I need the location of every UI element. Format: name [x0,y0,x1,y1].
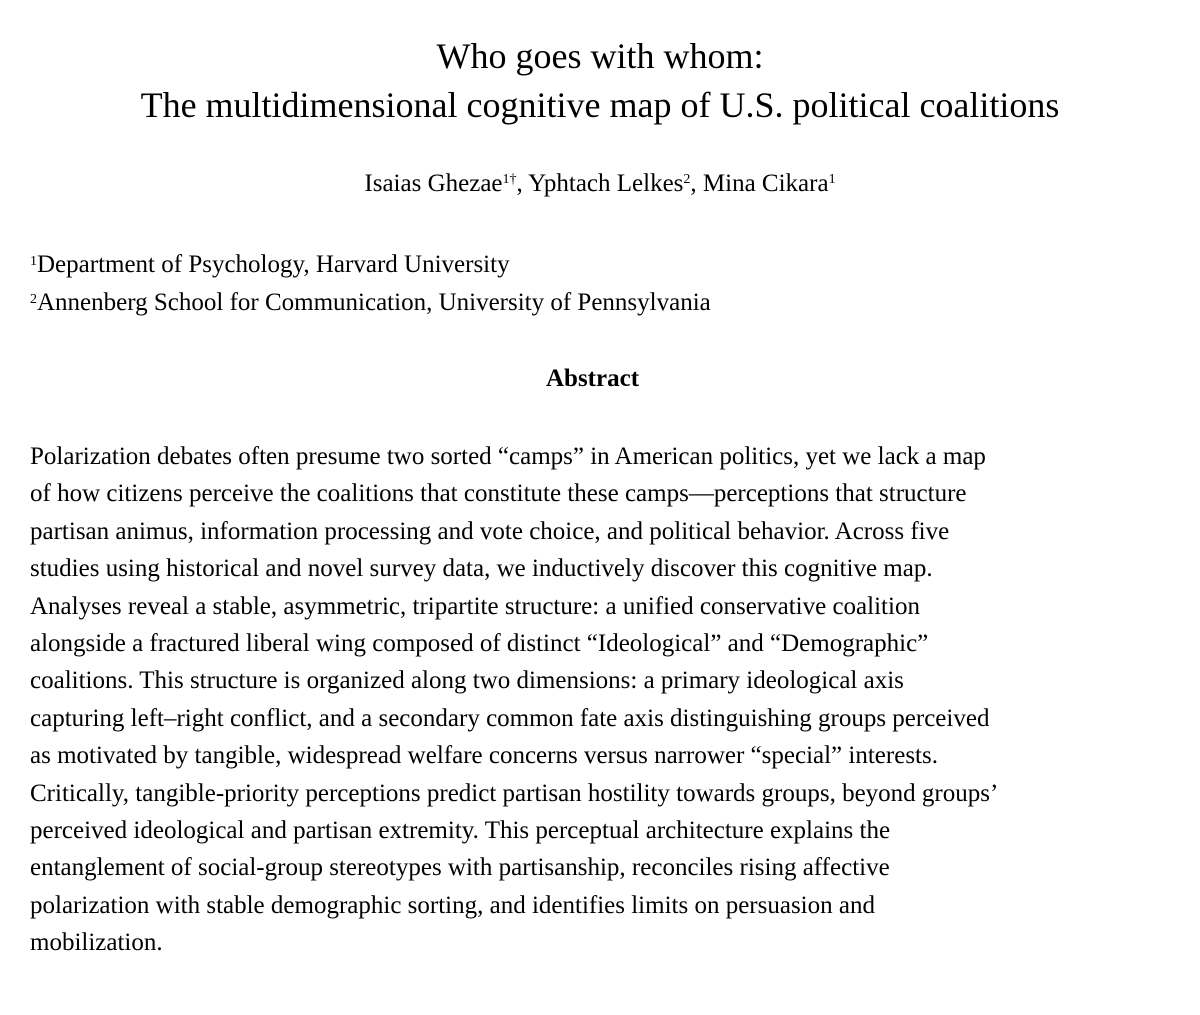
affiliation-mark: 1 [30,254,37,269]
author-name: Yphtach Lelkes [528,170,684,197]
author-affiliation-mark: 1 [828,172,836,187]
author-name: Mina Cikara [702,170,829,197]
author-name: Isaias Ghezae [364,170,503,197]
abstract-heading: Abstract [545,365,640,392]
author-separator: , [516,170,529,197]
affiliation-2 [30,286,711,320]
abstract-body [30,438,1180,961]
abstract-line: coalitions. This structure is organized along two dimensions: a primary ideological axis [30,667,904,695]
paper-title-line-2: The multidimensional cognitive map of U.S. political coalitions [140,85,1060,125]
abstract-line: Polarization debates often presume two sorted “camps” in American politics, yet we lack a map [30,443,986,470]
abstract-line: mobilization. [30,929,163,957]
author-list [0,168,1200,200]
abstract-line: entanglement of social-group stereotypes with partisanship, reconciles rising affective [30,854,890,882]
abstract-line: perceived ideological and partisan extremity. This perceptual architecture explains the [30,816,891,844]
abstract-line: studies using historical and novel survey data, we inductively discover this cognitive map. [30,555,933,583]
abstract-line: alongside a fractured liberal wing composed of distinct “Ideological” and “Demographic” [30,629,929,657]
abstract-line: Analyses reveal a stable, asymmetric, tripartite structure: a unified conservative coalition [30,592,920,620]
abstract-line: of how citizens perceive the coalitions that constitute these camps—perceptions that structure [30,480,967,508]
affiliation-text: Department of Psychology, Harvard University [37,251,510,278]
author-affiliation-mark: 1† [502,172,517,187]
affiliation-text: Annenberg School for Communication, University of Pennsylvania [37,289,711,316]
abstract-line: partisan animus, information processing and vote choice, and political behavior. Across five [30,517,950,545]
affiliation-mark: 2 [30,292,37,307]
author-affiliation-mark: 2 [683,172,691,187]
affiliation-1 [30,248,510,282]
abstract-line: capturing left–right conflict, and a secondary common fate axis distinguishing groups perceived [30,704,990,732]
abstract-line: Critically, tangible-priority perceptions predict partisan hostility towards groups, beyond groups’ [30,779,999,807]
paper-title-line-1: Who goes with whom: [436,36,764,76]
abstract-line: as motivated by tangible, widespread welfare concerns versus narrower “special” interests. [30,742,938,770]
author-separator: , [690,170,703,197]
abstract-line: polarization with stable demographic sorting, and identifies limits on persuasion and [30,891,875,919]
